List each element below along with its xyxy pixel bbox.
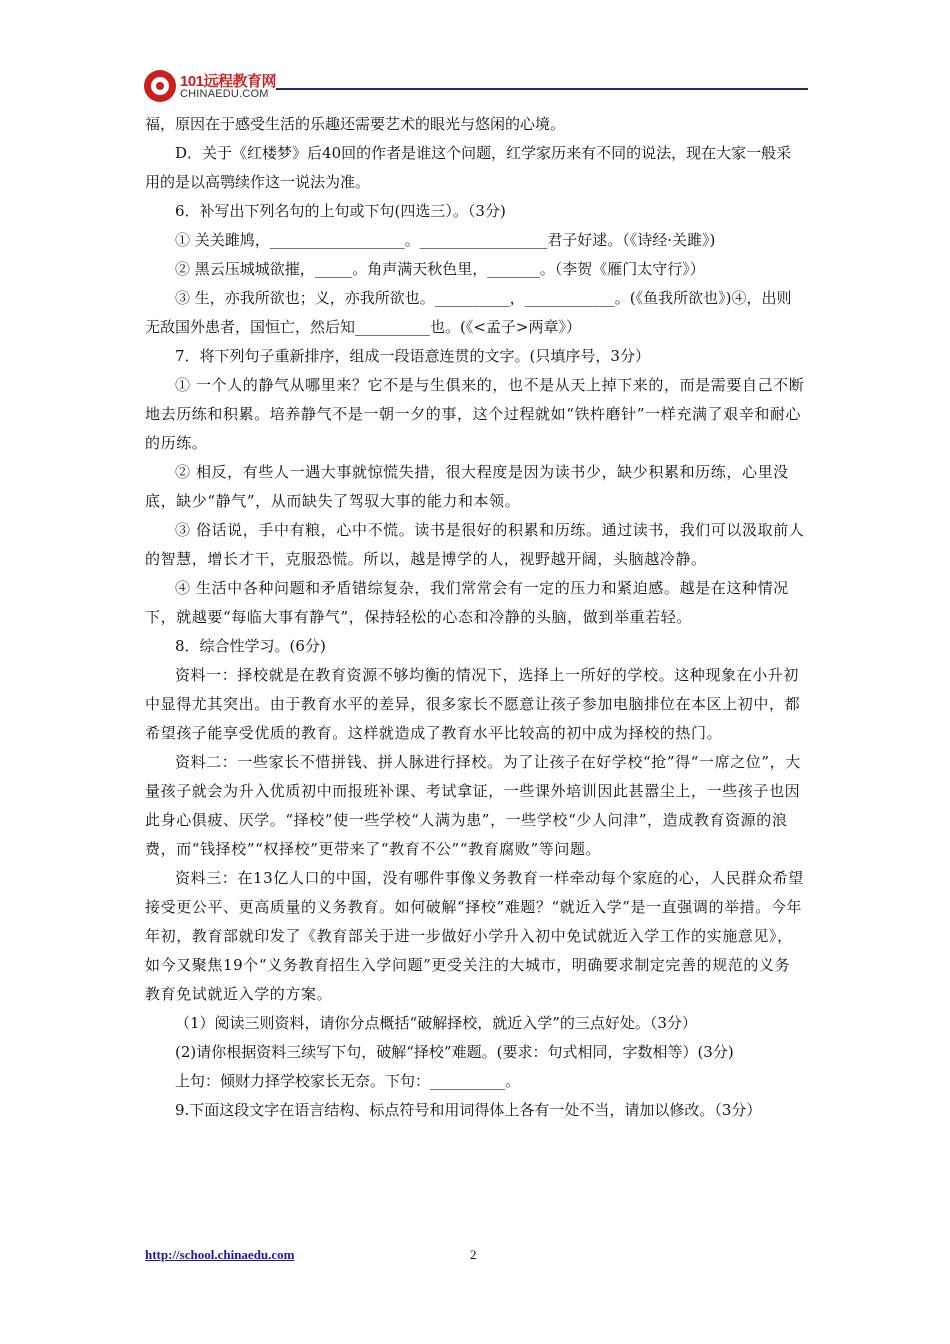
paragraph: D．关于《红楼梦》后40回的作者是谁这个问题，红学家历来有不同的说法，现在大家一般采用的是以高鹗续作这一说法为准。 [145, 144, 792, 191]
header-divider [276, 88, 808, 90]
page-number: 2 [470, 1247, 477, 1262]
paragraph: 资料一：择校就是在教育资源不够均衡的情况下，选择上一所好的学校。这种现象在小升初中显得尤其突出。由于教育水平的差异，很多家长不愿意让孩子参加电脑排位在本区上初中，都希望孩子能享受优质的教育。这样就造成了教育水平比较高的初中成为择校的热门。 [145, 666, 801, 742]
paragraph: ③ 俗话说，手中有粮，心中不慌。读书是很好的积累和历练。通过读书，我们可以汲取前人的智慧，增长才干，克服恐慌。所以，越是博学的人，视野越开阔，头脑越冷静。 [145, 521, 805, 568]
logo-english-text: CHINAEDU.COM [180, 88, 269, 100]
paragraph: ③ 生，亦我所欲也；义，亦我所欲也。__________，____________。(《鱼我所欲也》)④，出则无敌国外患者，国恒亡，然后知__________也。(《<孟子>两章》） [145, 289, 792, 336]
logo-chinese-text: 101远程教育网 [180, 73, 277, 90]
paragraph: 6．补写出下列名句的上句或下句(四选三）。（3分) [175, 202, 506, 220]
paragraph: （1）阅读三则资料，请你分点概括“破解择校，就近入学”的三点好处。（3分） [175, 1014, 697, 1032]
document-body [145, 110, 805, 1125]
paragraph: ① 一个人的静气从哪里来？它不是与生俱来的，也不是从天上掉下来的，而是需要自己不断地去历练和积累。培养静气不是一朝一夕的事，这个过程就如“铁杵磨针”一样充满了艰辛和耐心的历练。 [145, 376, 805, 452]
paragraph: 资料三：在13亿人口的中国，没有哪件事像义务教育一样牵动每个家庭的心，人民群众希望接受更公平、更高质量的义务教育。如何破解“择校”难题？“就近入学”是一直强调的举措。今年年初，教育部就印发了《教育部关于进一步做好小学升入初中免试就近入学工作的实施意见》，如今又聚焦19个“义务教育招生入学问题”更受关注的大城市，明确要求制定完善的规范的义务教育免试就近入学的方案。 [145, 869, 804, 1003]
paragraph: 8．综合性学习。(6分) [175, 637, 326, 655]
chinaedu-logo-icon [144, 70, 176, 102]
paragraph: ② 黑云压城城欲摧，_____。角声满天秋色里，_______。（李贺《雁门太守行》） [175, 260, 705, 278]
paragraph: 资料二：一些家长不惜拼钱、拼人脉进行择校。为了让孩子在好学校“抢”得“一席之位”，大量孩子就会为升入优质初中而报班补课、考试拿证，一些课外培训因此甚嚣尘上，一些孩子也因此身心俱疲、厌学。“择校”使一些学校“人满为患”，一些学校“少人问津”，造成教育资源的浪费，而“钱择校”“权择校”更带来了“教育不公”“教育腐败”等问题。 [145, 753, 801, 858]
footer-site-link[interactable]: http://school.chinaedu.com [145, 1247, 295, 1262]
paragraph: 9.下面这段文字在语言结构、标点符号和用词得体上各有一处不当，请加以修改。（3分） [175, 1101, 762, 1119]
paragraph: 福，原因在于感受生活的乐趣还需要艺术的眼光与悠闲的心境。 [145, 115, 566, 133]
paragraph: (2)请你根据资料三续写下句，破解“择校”难题。(要求：句式相同，字数相等）(3分) [175, 1043, 734, 1061]
paragraph: 7．将下列句子重新排序，组成一段语意连贯的文字。(只填序号，3分） [175, 347, 650, 365]
paragraph: ④ 生活中各种问题和矛盾错综复杂，我们常常会有一定的压力和紧迫感。越是在这种情况下，就越要“每临大事有静气”，保持轻松的心态和冷静的头脑，做到举重若轻。 [145, 579, 789, 626]
paragraph: 上句：倾财力择学校家长无奈。下句：__________。 [175, 1072, 521, 1090]
page-header [142, 68, 808, 108]
paragraph: ① 关关雎鸠，__________________。_________________君子好逑。（《诗经·关雎》) [175, 231, 716, 249]
paragraph: ② 相反，有些人一遇大事就惊慌失措，很大程度是因为读书少，缺少积累和历练，心里没底，缺少“静气”，从而缺失了驾驭大事的能力和本领。 [145, 463, 789, 510]
